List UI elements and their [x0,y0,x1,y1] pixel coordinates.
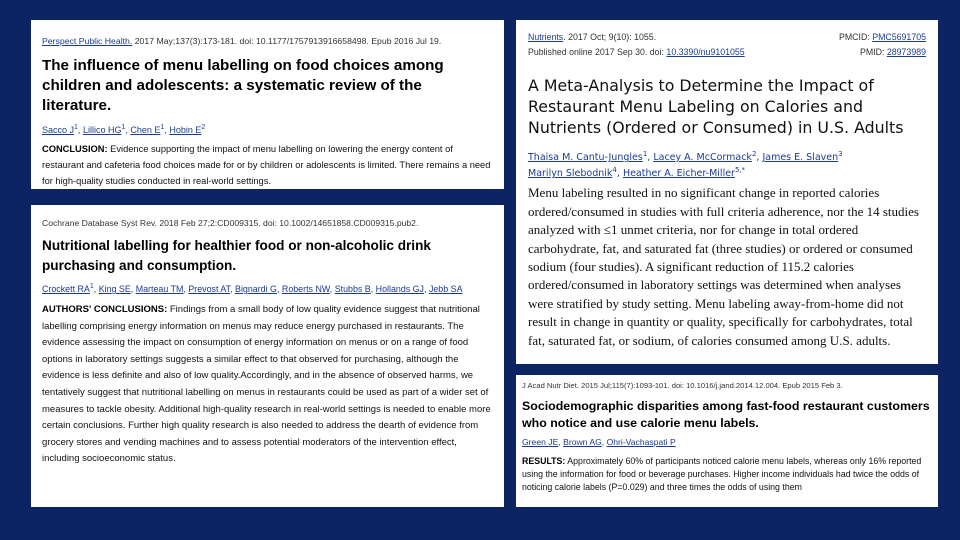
journal-name: Cochrane Database Syst Rev. [42,218,157,228]
author-link[interactable]: Roberts NW [281,283,330,294]
citation-line [522,381,932,390]
author-list: Crockett $RA^1$, King SE, Marteau TM, Prevost AT, Bignardi G, Roberts NW, Stubbs B, Hollands GJ, Jebb SA [42,283,463,294]
pmcid-label: PMCID: [838,32,873,42]
section-label: RESULTS: [522,456,566,466]
author-line-1: Thaisa M. Cantu-Jungles$^1$, Lacey A. McCormack$^2$, James E. Slaven$^3$ [528,150,843,164]
section-body: Approximately 60% of participants noticed calorie menu labels, whereas only 16% reported using the information for food or beverage purchases. Higher income individuals had twice the odds of noticing calorie labels (P=0.029) and three times the odds of using them [522,456,922,492]
pmid [860,45,926,60]
author-link[interactable]: Bignardi G [235,283,277,294]
pmcid [839,30,926,45]
section-label: AUTHORS' CONCLUSIONS: [42,303,168,315]
affiliation-number: 1 [89,283,94,290]
citation-details: . 2017 Oct; 9(10): 1055. [563,32,657,42]
article-card-menu-labelling-children [31,20,504,189]
journal-name: J Acad Nutr Diet. [522,381,579,390]
pmcid-link[interactable]: PMC5691705 [872,32,926,42]
author-link[interactable]: Brown AG [563,437,602,447]
article-card-nutritional-labelling [31,205,504,507]
author-link[interactable]: Marilyn Slebodnik [528,168,613,180]
author-link[interactable]: Heather A. Eicher-Miller [622,168,735,180]
article-title: A Meta-Analysis to Determine the Impact of Restaurant Menu Labeling on Calories and Nutrients (Ordered or Consumed) in U.S. Adults [528,76,904,137]
author-list: Green JE, Brown AG, Ohri-Vachaspati P [522,437,676,447]
journal-link[interactable]: Nutrients [528,32,564,42]
pmid-label: PMID: [859,47,887,57]
citation-details: 2015 Jul;115(7):1093-101. doi: 10.1016/j.jand.2014.12.004. Epub 2015 Feb 3. [578,381,843,390]
affiliation-number: 1 [121,124,126,131]
author-link[interactable]: Hobin E [169,125,202,135]
author-link[interactable]: Sacco J [42,125,75,135]
affiliation-number: 5,* [734,166,746,175]
article-title: Sociodemographic disparities among fast-food restaurant customers who notice and use calorie menu labels. [522,399,930,430]
author-link[interactable]: James E. Slaven [762,152,839,164]
author-link[interactable]: Stubbs B [334,283,371,294]
section-body: Evidence supporting the impact of menu labelling on lowering the energy content of restaurant and cafeteria food choices made for or by children or adolescents is limited. There remains a need for high-quality studies conducted in real-world settings. [42,144,491,186]
author-line-2: Marilyn Slebodnik$^4$, Heather A. Eicher-Miller$^{5,*}$ [528,166,746,180]
published-row [528,45,926,60]
doi-link[interactable]: 10.3390/nu9101055 [666,47,745,57]
conclusion-text [42,141,493,189]
abstract-text: Menu labeling resulted in no significant change in reported calories ordered/consumed in studies with full criteria adherence, nor the 14 studies analyzed with ≤1 unmet criteria, nor for change in total ordered carbohydrate, fat, and saturated fat (three studies) or ordered or consumed sodium (four studies). A significant reduction of 115.2 calories ordered/consumed in laboratory settings was determined when analyses were stratified by study setting. Menu labeling away-from-home did not result in change in quantity or quality, specifically for carbohydrates, total fat, saturated fat, or sodium, of calories consumed among U.S. adults. [528,185,919,348]
article-card-meta-analysis [516,20,938,364]
author-link[interactable]: Ohri-Vachaspati P [606,437,676,447]
author-link[interactable]: Prevost AT [188,283,231,294]
results-text [522,455,932,494]
affiliation-number: 2 [751,150,757,158]
citation-line [528,30,656,45]
article-card-sociodemographic [516,375,938,507]
article-title: The influence of menu labelling on food choices among children and adolescents: a systematic review of the literature. [42,57,444,114]
published-line [528,45,745,60]
author-link[interactable]: Hollands GJ [375,283,424,294]
pmid-link[interactable]: 28973989 [886,47,926,57]
citation-row [528,30,926,45]
journal-link[interactable]: Perspect Public Health. [42,36,133,46]
author-link[interactable]: King SE [98,283,131,294]
conclusion-text [42,302,493,468]
affiliation-number: 4 [612,166,617,175]
article-title: Nutritional labelling for healthier food or non-alcoholic drink purchasing and consumption. [42,238,431,273]
published-prefix: Published online 2017 Sep 30. doi: [528,47,667,57]
citation-line [42,36,493,46]
affiliation-number: 1 [160,124,165,131]
author-list [528,148,926,180]
author-list: Sacco $J^1$, Lillico $HG^1$, Chen $E^1$, Hobin $E^2$ [42,124,206,135]
citation-details: 2018 Feb 27;2:CD009315. doi: 10.1002/14651858.CD009315.pub2. [156,218,419,228]
author-link[interactable]: Green JE [522,437,559,447]
section-label: CONCLUSION: [42,144,108,154]
affiliation-number: 1 [74,124,78,131]
affiliation-number: 1 [642,150,648,158]
author-link[interactable]: Lacey A. McCormack [653,152,752,164]
author-link[interactable]: Jebb SA [428,283,463,294]
author-link[interactable]: Marteau TM [135,283,184,294]
section-body: Findings from a small body of low quality evidence suggest that nutritional labelling comprising energy information on menus may reduce energy purchased in restaurants. The evidence assessing the impact on consumption of energy information on menus or on a range of food options in laboratory settings suggests a similar effect to that observed for purchasing, although the evidence is less definite and also of low quality.Accordingly, and in the absence of observed harms, we tentatively suggest that nutritional labelling on menus in restaurants could be used as part of a wider set of measures to tackle obesity. Additional high-quality research in real-world settings is needed to enable more certain conclusions. Further high quality research is also needed to address the dearth of evidence from grocery stores and vending machines and to assess potential moderators of the intervention effect, including socioeconomic status. [42,303,491,465]
citation-details: 2017 May;137(3):173-181. doi: 10.1177/1757913916658498. Epub 2016 Jul 19. [132,36,442,46]
author-link[interactable]: Crockett RA [42,283,90,294]
author-link[interactable]: Thaisa M. Cantu-Jungles [528,152,643,164]
author-link[interactable]: Lillico HG [82,125,122,135]
affiliation-number: 3 [838,150,843,158]
author-link[interactable]: Chen E [130,125,161,135]
affiliation-number: 2 [201,124,206,131]
citation-line [42,218,493,228]
